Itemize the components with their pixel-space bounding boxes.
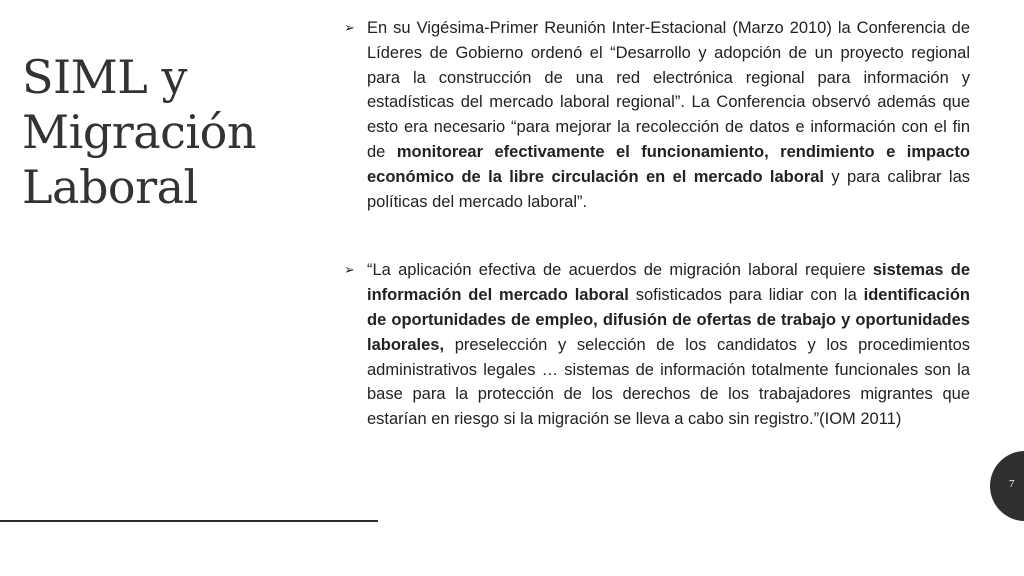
bold-text-segment: identificación de oportunidades de empleo, difusión de ofertas de trabajo y oportunidades laborales, <box>367 286 970 354</box>
page-number-circle <box>990 451 1024 521</box>
bold-text-segment: monitorear efectivamente el funcionamiento, rendimiento e impacto económico de la libre circulación en el mercado laboral <box>367 142 971 186</box>
title-line-1: SIML y <box>22 50 187 104</box>
text-segment: preselección y selección de los candidatos y los procedimientos administrativos legales … sistemas de información totalmente funcionales son la base para la protección de los derechos de los trabajadores migrantes que estarían en riesgo si la migración se lleva a cabo sin registro.”(IOM 2011) <box>367 335 970 429</box>
text-segment: “La aplicación efectiva de acuerdos de migración laboral requiere <box>367 261 873 280</box>
bullet-text <box>367 16 970 214</box>
title-line-2: Migración <box>22 105 256 159</box>
text-segment: y para calibrar las políticas del mercado laboral”. <box>367 167 970 211</box>
bullet-item <box>344 258 970 432</box>
arrow-bullet-icon: ➢ <box>344 262 355 278</box>
page-number: 7 <box>1009 478 1015 490</box>
title-line-3: Laboral <box>22 160 198 214</box>
bullet-text <box>367 258 970 432</box>
bold-text-segment: sistemas de información del mercado laboral <box>367 261 970 305</box>
decorative-divider <box>0 520 378 522</box>
slide-title <box>22 50 322 215</box>
text-segment: sofisticados para lidiar con la <box>628 286 864 305</box>
arrow-bullet-icon: ➢ <box>344 20 355 35</box>
bullet-item <box>344 16 970 214</box>
bullet-list <box>344 16 970 432</box>
text-segment: En su Vigésima-Primer Reunión Inter-Estacional (Marzo 2010) la Conferencia de Líderes de Gobierno ordenó el “Desarrollo y adopción de un proyecto regional para la construcción de una red electrónica regional para información y estadísticas del mercado laboral regional”. La Conferencia observó además que esto era necesario “para mejorar la recolección de datos e información con el fin de <box>367 19 970 161</box>
